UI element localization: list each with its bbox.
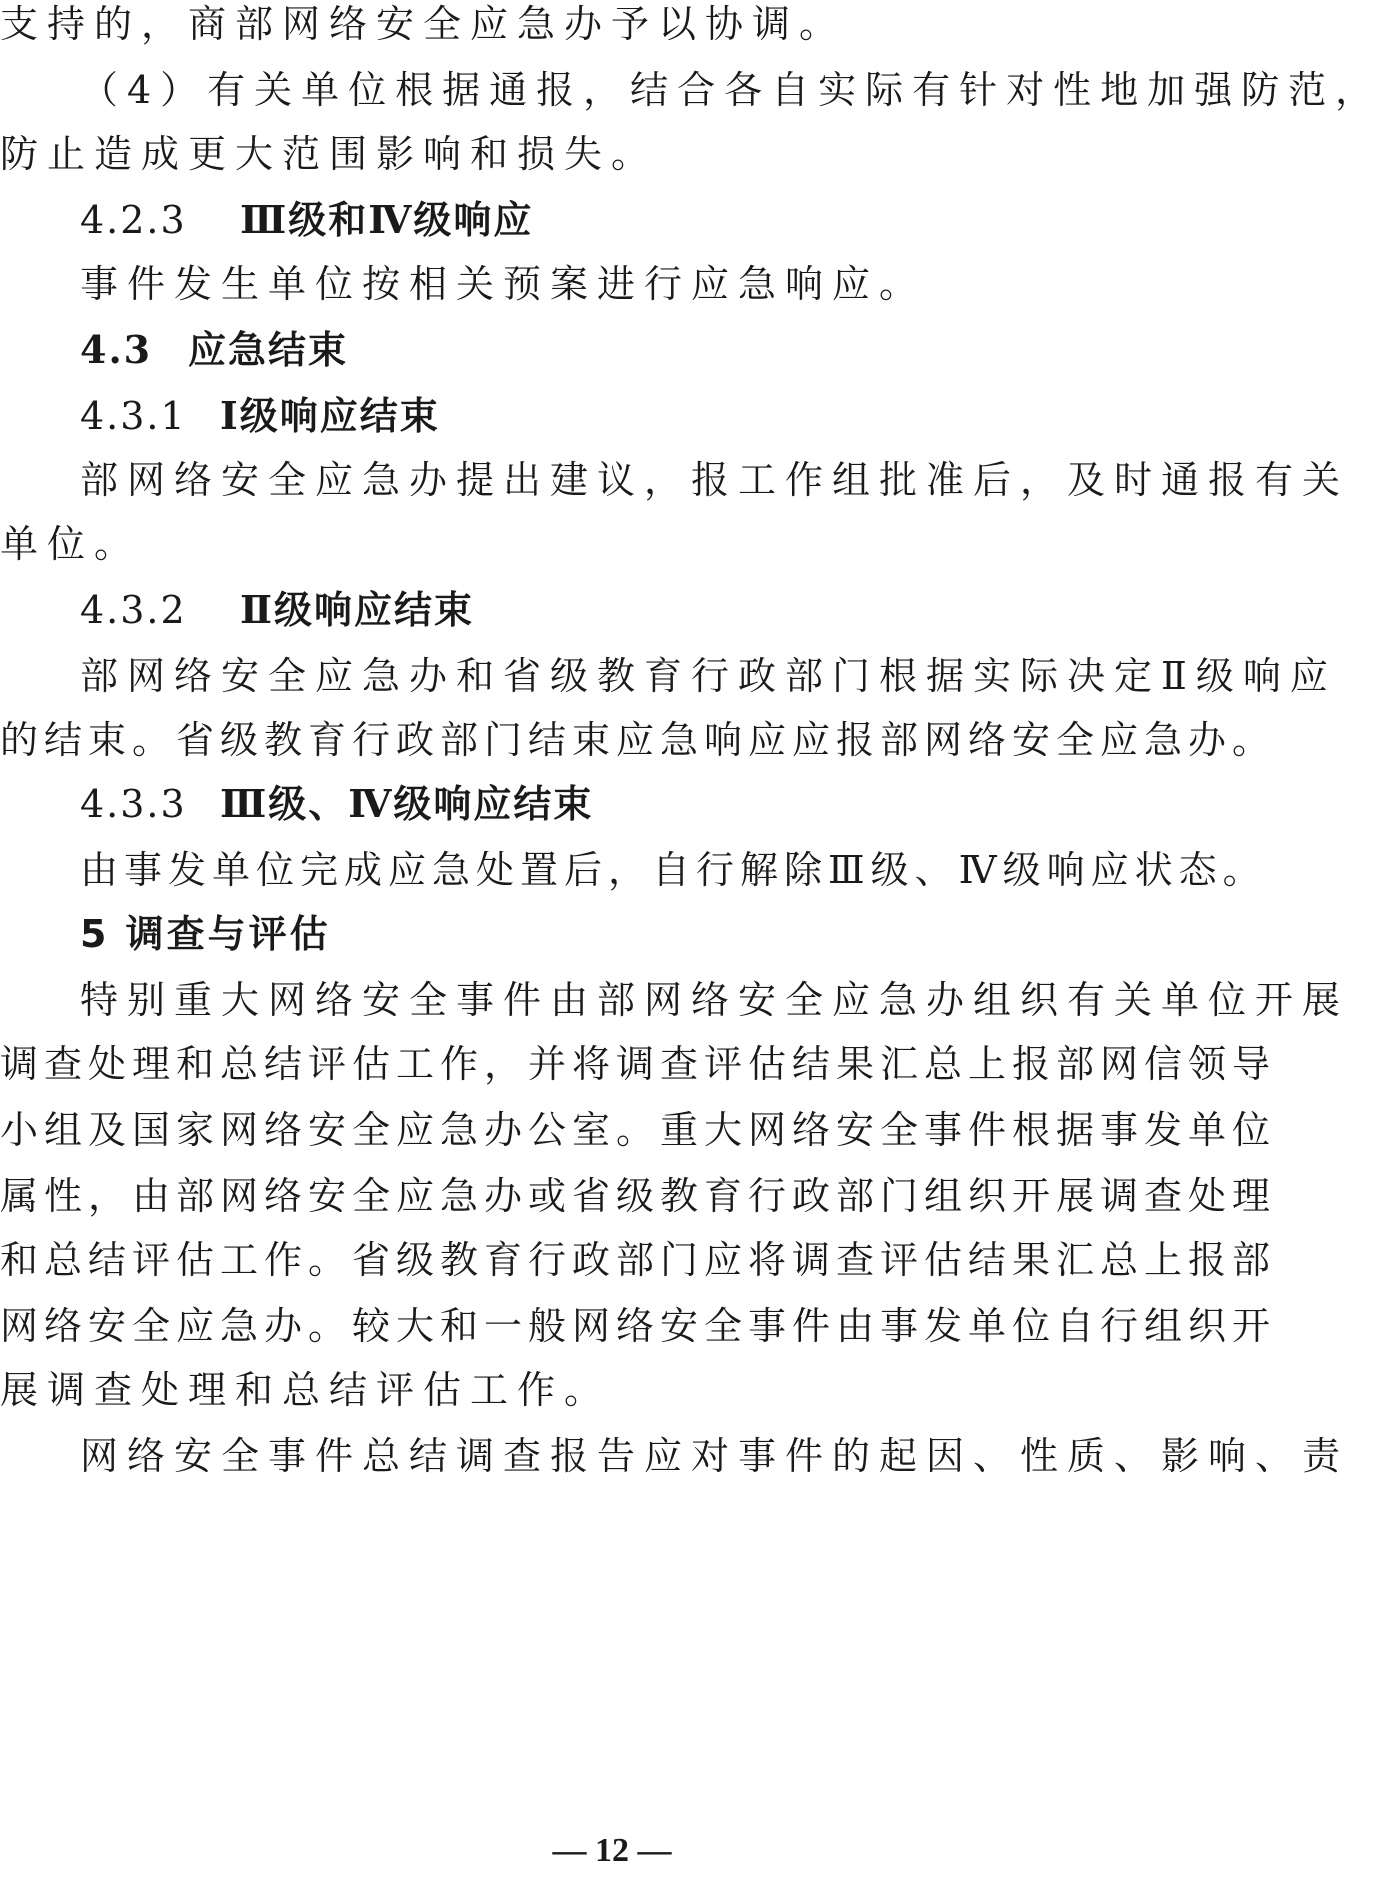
body-line: 防止造成更大范围影响和损失。 (0, 132, 659, 176)
heading-title: Ⅰ级响应结束 (220, 393, 440, 438)
body-line: 展调查处理和总结评估工作。 (0, 1368, 612, 1412)
heading-number: 4.3.2 (80, 588, 187, 632)
heading-number: 4.3.3 (80, 782, 187, 826)
heading-title: 应急结束 (188, 327, 349, 372)
heading-5: 5 调查与评估 (80, 912, 331, 956)
heading-number: 4.3.1 (80, 394, 187, 438)
body-line: 部网络安全应急办提出建议，报工作组批准后，及时通报有关 (80, 458, 1350, 502)
heading-4-3-3 (0, 780, 1224, 828)
body-line: 由事发单位完成应急处置后，自行解除Ⅲ级、Ⅳ级响应状态。 (80, 848, 1267, 892)
heading-4-3-1 (0, 392, 1224, 440)
body-line: 属性，由部网络安全应急办或省级教育行政部门组织开展调查处理 (0, 1174, 1277, 1218)
heading-title: Ⅲ级、Ⅳ级响应结束 (220, 781, 594, 826)
body-line: 支持的，商部网络安全应急办予以协调。 (0, 2, 847, 46)
heading-4-2-3 (0, 196, 1224, 244)
body-line: 网络安全事件总结调查报告应对事件的起因、性质、影响、责 (80, 1434, 1350, 1478)
heading-title: Ⅱ级响应结束 (240, 587, 475, 632)
body-line: 和总结评估工作。省级教育行政部门应将调查评估结果汇总上报部 (0, 1238, 1277, 1282)
body-line: （4）有关单位根据通报，结合各自实际有针对性地加强防范， (80, 68, 1382, 112)
heading-title: Ⅲ级和Ⅳ级响应 (240, 197, 534, 242)
body-line: 部网络安全应急办和省级教育行政部门根据实际决定Ⅱ级响应 (80, 654, 1337, 698)
heading-number: 4.2.3 (80, 198, 187, 242)
body-line: 小组及国家网络安全应急办公室。重大网络安全事件根据事发单位 (0, 1108, 1277, 1152)
body-line: 单位。 (0, 522, 142, 566)
heading-number: 4.3 (80, 327, 153, 372)
heading-4-3-2 (0, 586, 1224, 634)
body-line: 的结束。省级教育行政部门结束应急响应应报部网络安全应急办。 (0, 718, 1277, 762)
page-number: — 12 — (552, 1832, 672, 1869)
body-line: 调查处理和总结评估工作，并将调查评估结果汇总上报部网信领导 (0, 1042, 1277, 1086)
body-line: 特别重大网络安全事件由部网络安全应急办组织有关单位开展 (80, 978, 1350, 1022)
body-line: 网络安全应急办。较大和一般网络安全事件由事发单位自行组织开 (0, 1304, 1277, 1348)
body-line: 事件发生单位按相关预案进行应急响应。 (80, 262, 927, 306)
heading-4-3 (0, 326, 1224, 374)
